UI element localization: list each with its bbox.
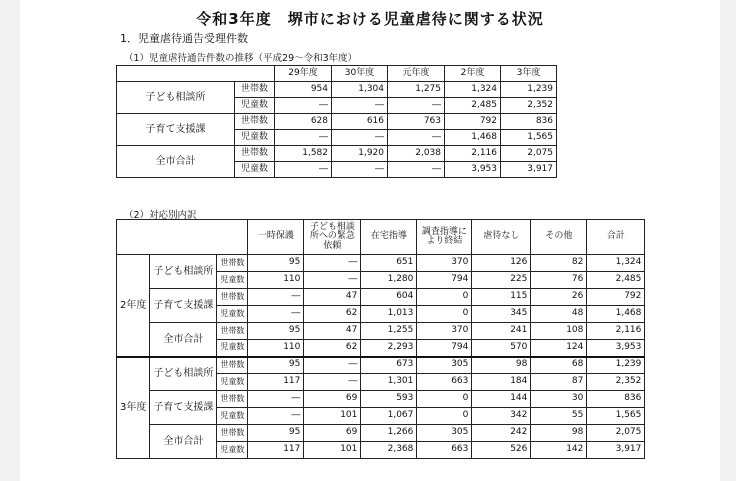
value-cell: 616 bbox=[332, 114, 388, 130]
value-cell: 1,239 bbox=[501, 82, 557, 98]
value-cell: 2,293 bbox=[361, 340, 417, 357]
year-header: 30年度 bbox=[332, 66, 388, 82]
group-label: 子ども相談所 bbox=[150, 255, 217, 289]
count-type-label: 児童数 bbox=[235, 130, 275, 146]
group-label: 子育て支援課 bbox=[150, 391, 217, 425]
table-row bbox=[117, 289, 645, 306]
value-cell: 305 bbox=[417, 357, 472, 374]
count-type-label: 世帯数 bbox=[217, 289, 248, 306]
value-cell: 1,266 bbox=[361, 425, 417, 442]
table-row bbox=[117, 323, 645, 340]
count-type-label: 世帯数 bbox=[217, 357, 248, 374]
value-cell: 305 bbox=[417, 425, 472, 442]
value-cell: 55 bbox=[531, 408, 587, 425]
header-blank bbox=[117, 220, 248, 255]
value-cell: ― bbox=[275, 162, 332, 178]
table1-subtitle: （1）児童虐待通告件数の推移（平成29～令和3年度） bbox=[124, 53, 358, 64]
value-cell: 1,067 bbox=[361, 408, 417, 425]
table-row bbox=[117, 114, 557, 130]
value-cell: 794 bbox=[417, 272, 472, 289]
value-cell: 1,013 bbox=[361, 306, 417, 323]
value-cell: ― bbox=[388, 162, 445, 178]
value-cell: 241 bbox=[472, 323, 531, 340]
count-type-label: 世帯数 bbox=[217, 323, 248, 340]
section-heading: 1．児童虐待通告受理件数 bbox=[120, 32, 248, 45]
value-cell: ― bbox=[248, 289, 304, 306]
group-label: 子育て支援課 bbox=[150, 289, 217, 323]
table-row bbox=[117, 82, 557, 98]
value-cell: 117 bbox=[248, 442, 304, 459]
value-cell: 26 bbox=[531, 289, 587, 306]
count-type-label: 世帯数 bbox=[235, 114, 275, 130]
value-cell: 604 bbox=[361, 289, 417, 306]
count-type-label: 世帯数 bbox=[235, 146, 275, 162]
header-blank bbox=[117, 66, 275, 82]
value-cell: 2,352 bbox=[587, 374, 645, 391]
value-cell: 1,255 bbox=[361, 323, 417, 340]
value-cell: 628 bbox=[275, 114, 332, 130]
value-cell: 124 bbox=[531, 340, 587, 357]
year-header: 29年度 bbox=[275, 66, 332, 82]
value-cell: ― bbox=[304, 374, 361, 391]
count-type-label: 児童数 bbox=[217, 374, 248, 391]
year-header: 3年度 bbox=[501, 66, 557, 82]
value-cell: 62 bbox=[304, 340, 361, 357]
value-cell: ― bbox=[275, 98, 332, 114]
count-type-label: 児童数 bbox=[217, 408, 248, 425]
count-type-label: 児童数 bbox=[235, 98, 275, 114]
value-cell: ― bbox=[275, 130, 332, 146]
value-cell: ― bbox=[332, 162, 388, 178]
value-cell: 570 bbox=[472, 340, 531, 357]
value-cell: 954 bbox=[275, 82, 332, 98]
table-header-row bbox=[117, 66, 557, 82]
value-cell: 225 bbox=[472, 272, 531, 289]
fiscal-year-label: 3年度 bbox=[117, 357, 150, 459]
value-cell: 792 bbox=[445, 114, 501, 130]
count-type-label: 児童数 bbox=[235, 162, 275, 178]
value-cell: 76 bbox=[531, 272, 587, 289]
value-cell: 673 bbox=[361, 357, 417, 374]
value-cell: ― bbox=[304, 255, 361, 272]
table-row bbox=[117, 357, 645, 374]
table-row bbox=[117, 391, 645, 408]
value-cell: 1,301 bbox=[361, 374, 417, 391]
count-type-label: 児童数 bbox=[217, 340, 248, 357]
value-cell: 1,275 bbox=[388, 82, 445, 98]
column-header: 子ども相談所への緊急依頼 bbox=[304, 220, 361, 255]
column-header: 合計 bbox=[587, 220, 645, 255]
group-label: 全市合計 bbox=[117, 146, 235, 178]
value-cell: 87 bbox=[531, 374, 587, 391]
value-cell: 2,368 bbox=[361, 442, 417, 459]
value-cell: ― bbox=[332, 98, 388, 114]
value-cell: 69 bbox=[304, 391, 361, 408]
column-header: 一時保護 bbox=[248, 220, 304, 255]
value-cell: 663 bbox=[417, 374, 472, 391]
value-cell: 370 bbox=[417, 323, 472, 340]
value-cell: ― bbox=[248, 306, 304, 323]
value-cell: 2,075 bbox=[587, 425, 645, 442]
value-cell: 95 bbox=[248, 255, 304, 272]
value-cell: 0 bbox=[417, 408, 472, 425]
year-header: 元年度 bbox=[388, 66, 445, 82]
value-cell: 3,953 bbox=[445, 162, 501, 178]
value-cell: 836 bbox=[587, 391, 645, 408]
fiscal-year-label: 2年度 bbox=[117, 255, 150, 357]
value-cell: 370 bbox=[417, 255, 472, 272]
value-cell: 1,280 bbox=[361, 272, 417, 289]
value-cell: 663 bbox=[417, 442, 472, 459]
value-cell: 95 bbox=[248, 323, 304, 340]
value-cell: 242 bbox=[472, 425, 531, 442]
value-cell: 2,075 bbox=[501, 146, 557, 162]
value-cell: 794 bbox=[417, 340, 472, 357]
value-cell: 48 bbox=[531, 306, 587, 323]
value-cell: ― bbox=[248, 391, 304, 408]
column-header: その他 bbox=[531, 220, 587, 255]
value-cell: 117 bbox=[248, 374, 304, 391]
group-label: 全市合計 bbox=[150, 323, 217, 357]
value-cell: 2,352 bbox=[501, 98, 557, 114]
table-row bbox=[117, 255, 645, 272]
value-cell: ― bbox=[332, 130, 388, 146]
value-cell: 1,468 bbox=[587, 306, 645, 323]
count-type-label: 世帯数 bbox=[217, 255, 248, 272]
document-page bbox=[20, 0, 720, 481]
value-cell: 1,324 bbox=[445, 82, 501, 98]
value-cell: 2,485 bbox=[587, 272, 645, 289]
value-cell: 2,116 bbox=[445, 146, 501, 162]
value-cell: 792 bbox=[587, 289, 645, 306]
group-label: 全市合計 bbox=[150, 425, 217, 459]
response-breakdown-table bbox=[116, 219, 645, 459]
value-cell: 2,485 bbox=[445, 98, 501, 114]
value-cell: 1,920 bbox=[332, 146, 388, 162]
value-cell: 82 bbox=[531, 255, 587, 272]
value-cell: 1,582 bbox=[275, 146, 332, 162]
value-cell: 526 bbox=[472, 442, 531, 459]
value-cell: 184 bbox=[472, 374, 531, 391]
value-cell: 3,953 bbox=[587, 340, 645, 357]
value-cell: 101 bbox=[304, 408, 361, 425]
column-header: 在宅指導 bbox=[361, 220, 417, 255]
value-cell: 108 bbox=[531, 323, 587, 340]
value-cell: ― bbox=[388, 130, 445, 146]
value-cell: 836 bbox=[501, 114, 557, 130]
group-label: 子育て支援課 bbox=[117, 114, 235, 146]
value-cell: 68 bbox=[531, 357, 587, 374]
value-cell: ― bbox=[304, 357, 361, 374]
column-header: 虐待なし bbox=[472, 220, 531, 255]
value-cell: 110 bbox=[248, 340, 304, 357]
value-cell: 1,304 bbox=[332, 82, 388, 98]
value-cell: 95 bbox=[248, 357, 304, 374]
value-cell: 1,324 bbox=[587, 255, 645, 272]
count-type-label: 児童数 bbox=[217, 306, 248, 323]
value-cell: 3,917 bbox=[501, 162, 557, 178]
value-cell: 651 bbox=[361, 255, 417, 272]
table-row bbox=[117, 425, 645, 442]
count-type-label: 世帯数 bbox=[235, 82, 275, 98]
value-cell: 142 bbox=[531, 442, 587, 459]
value-cell: 0 bbox=[417, 306, 472, 323]
value-cell: 342 bbox=[472, 408, 531, 425]
value-cell: 98 bbox=[472, 357, 531, 374]
value-cell: 1,239 bbox=[587, 357, 645, 374]
page-title: 令和3年度 堺市における児童虐待に関する状況 bbox=[196, 10, 544, 28]
value-cell: 2,038 bbox=[388, 146, 445, 162]
value-cell: 763 bbox=[388, 114, 445, 130]
value-cell: 115 bbox=[472, 289, 531, 306]
value-cell: 0 bbox=[417, 289, 472, 306]
value-cell: 593 bbox=[361, 391, 417, 408]
value-cell: 95 bbox=[248, 425, 304, 442]
value-cell: 0 bbox=[417, 391, 472, 408]
count-type-label: 児童数 bbox=[217, 442, 248, 459]
value-cell: 47 bbox=[304, 289, 361, 306]
value-cell: 62 bbox=[304, 306, 361, 323]
value-cell: 98 bbox=[531, 425, 587, 442]
value-cell: 1,565 bbox=[587, 408, 645, 425]
count-type-label: 児童数 bbox=[217, 272, 248, 289]
value-cell: 3,917 bbox=[587, 442, 645, 459]
value-cell: 2,116 bbox=[587, 323, 645, 340]
column-header: 調査指導により終結 bbox=[417, 220, 472, 255]
value-cell: 345 bbox=[472, 306, 531, 323]
count-type-label: 世帯数 bbox=[217, 425, 248, 442]
value-cell: 126 bbox=[472, 255, 531, 272]
group-label: 子ども相談所 bbox=[117, 82, 235, 114]
value-cell: ― bbox=[304, 272, 361, 289]
group-label: 子ども相談所 bbox=[150, 357, 217, 391]
value-cell: 30 bbox=[531, 391, 587, 408]
value-cell: ― bbox=[248, 408, 304, 425]
notification-trend-table bbox=[116, 65, 557, 178]
table2-subtitle: （2）対応別内訳 bbox=[124, 210, 197, 221]
value-cell: 101 bbox=[304, 442, 361, 459]
value-cell: 110 bbox=[248, 272, 304, 289]
value-cell: 1,565 bbox=[501, 130, 557, 146]
year-header: 2年度 bbox=[445, 66, 501, 82]
table-row bbox=[117, 146, 557, 162]
value-cell: 47 bbox=[304, 323, 361, 340]
value-cell: 144 bbox=[472, 391, 531, 408]
value-cell: 69 bbox=[304, 425, 361, 442]
count-type-label: 世帯数 bbox=[217, 391, 248, 408]
value-cell: ― bbox=[388, 98, 445, 114]
table-header-row bbox=[117, 220, 645, 255]
value-cell: 1,468 bbox=[445, 130, 501, 146]
